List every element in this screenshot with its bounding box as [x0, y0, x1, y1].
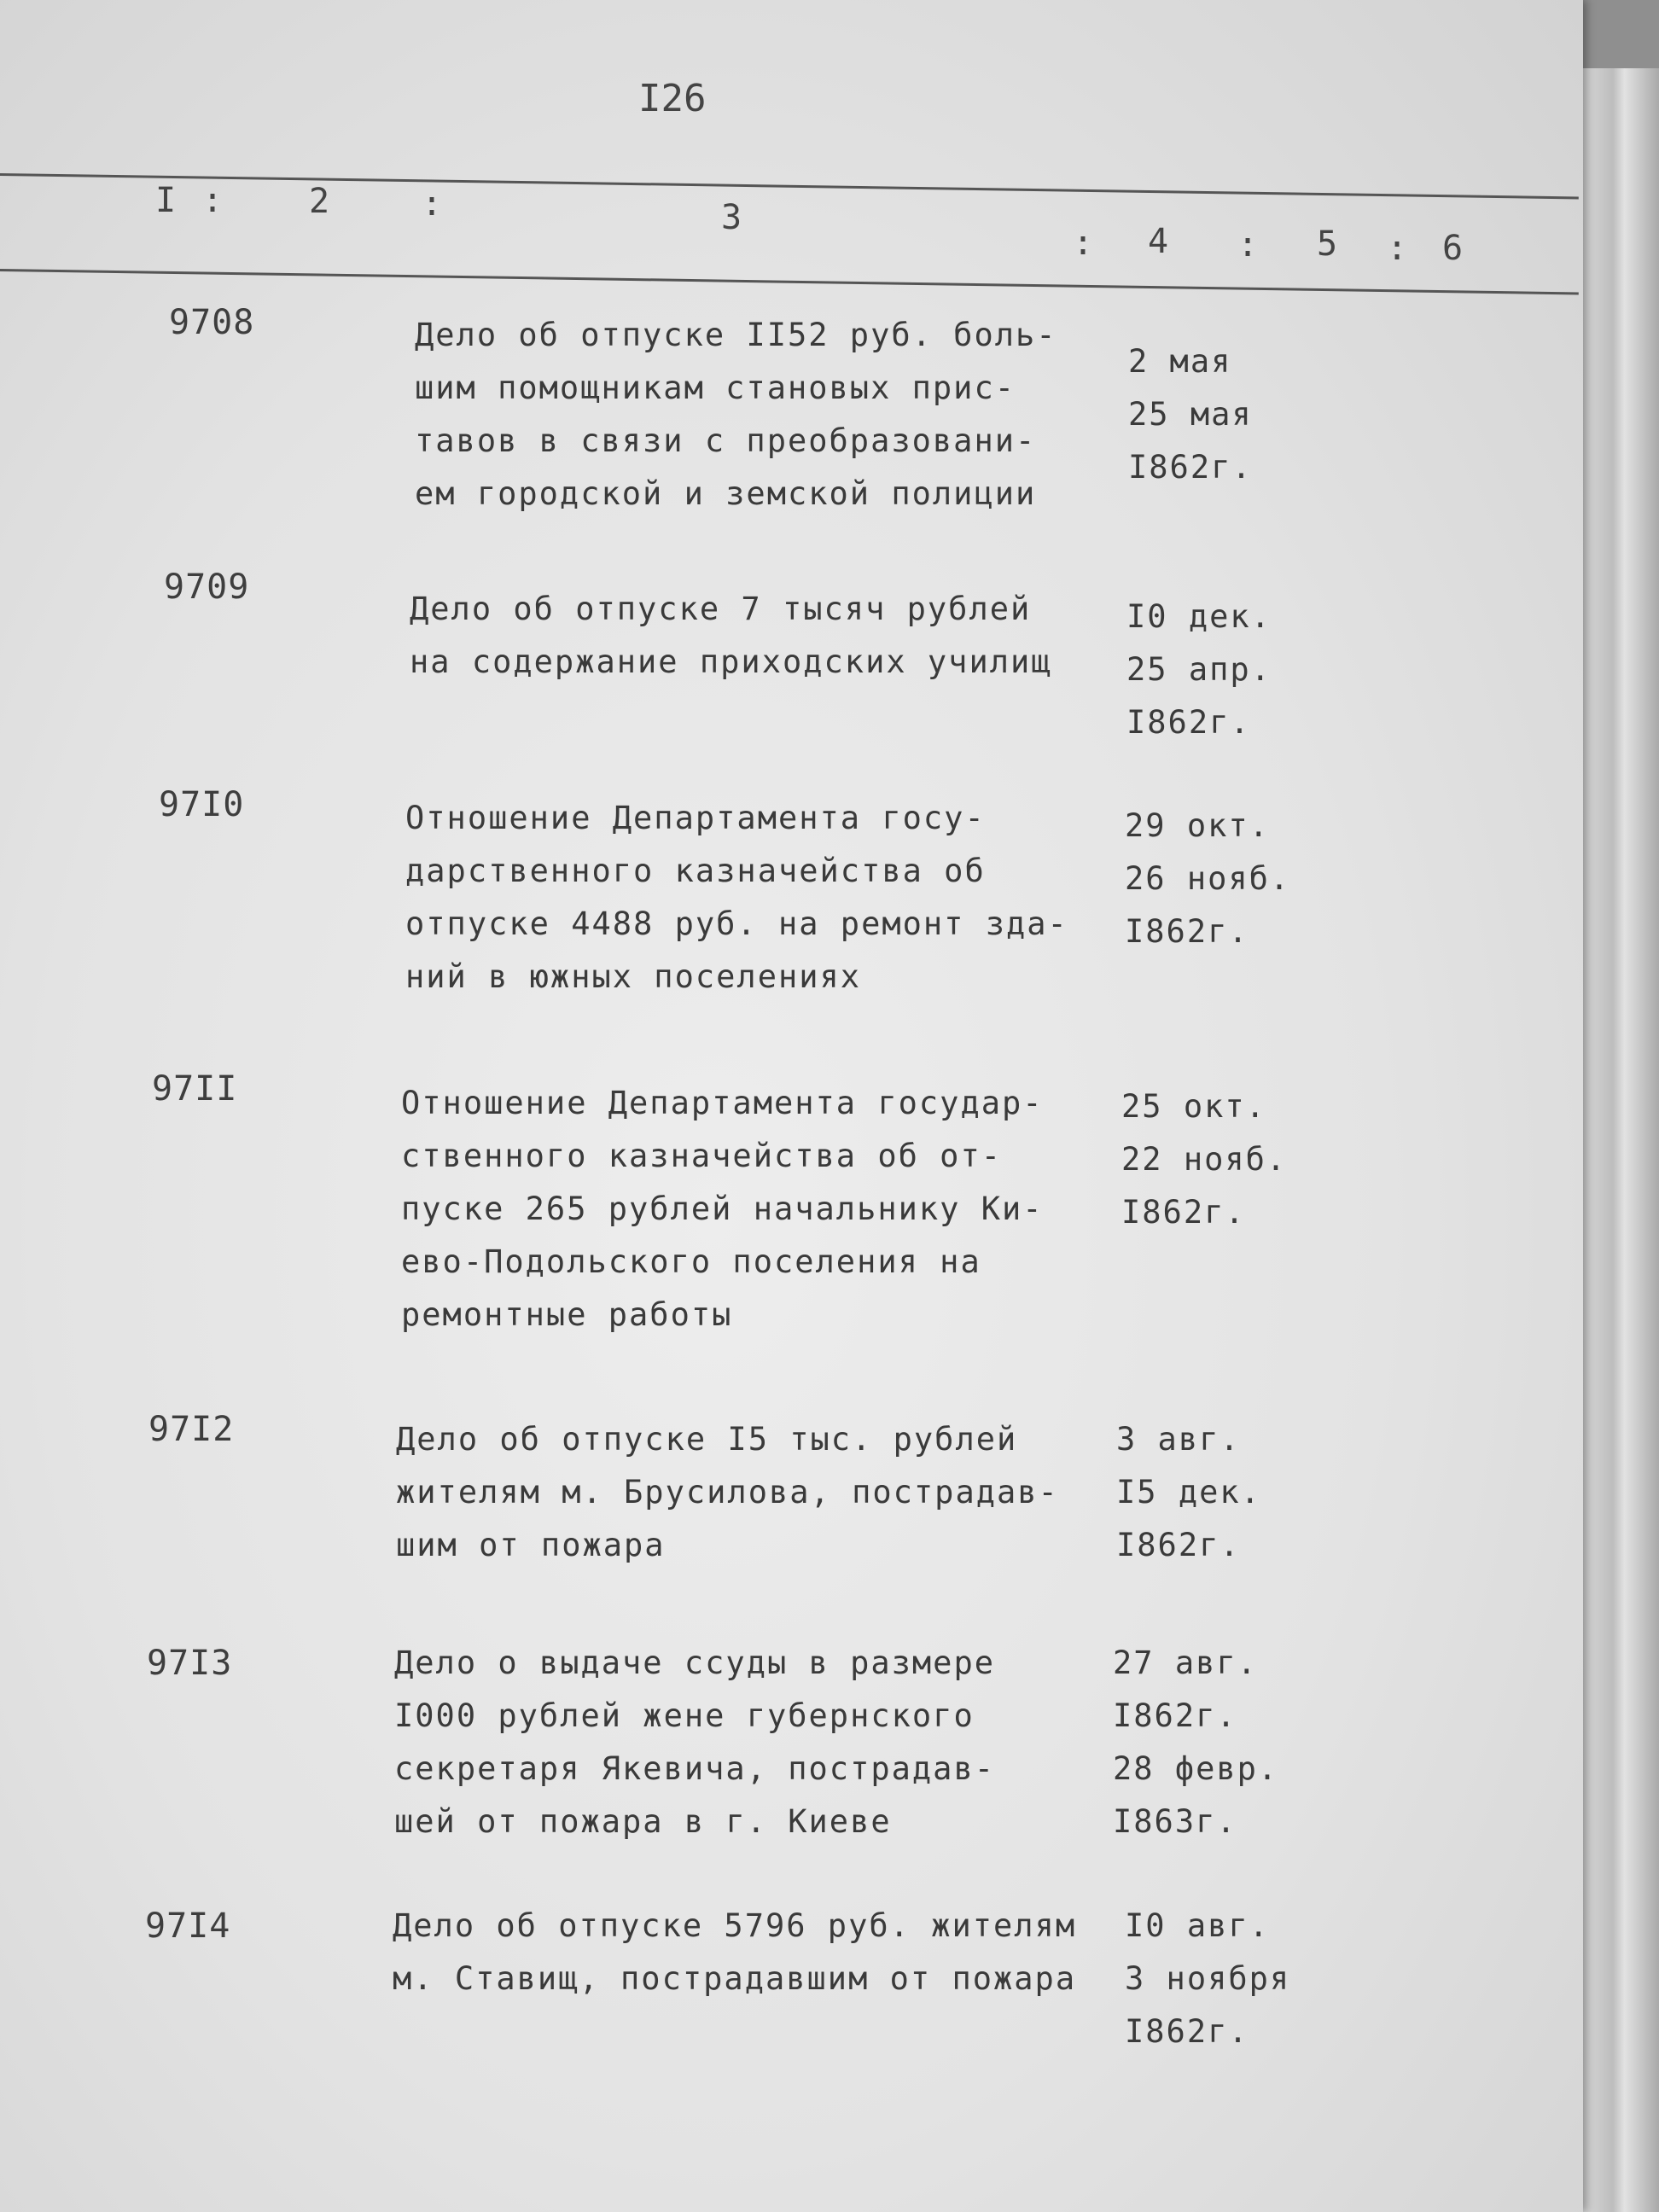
entry-line: Дело об отпуске 5796 руб. жителям — [393, 1907, 1077, 1944]
entry-date: I862г. — [1125, 2013, 1249, 2050]
entry-line: на содержание приходских училищ — [410, 643, 1052, 680]
entry-line: отпуске 4488 руб. на ремонт зда- — [405, 905, 1068, 942]
entry-date: I0 авг. — [1125, 1907, 1270, 1944]
entry-line: Дело о выдаче ссуды в размере — [394, 1644, 996, 1681]
entry-date: 25 мая — [1128, 396, 1253, 433]
column-separator: : — [1237, 225, 1259, 265]
entry-dates — [1126, 591, 1272, 749]
page-stack-edge — [1582, 68, 1659, 2212]
entry-line: м. Ставищ, пострадавшим от пожара — [393, 1960, 1077, 1997]
column-header-5: 5 — [1317, 224, 1338, 264]
entry-date: I862г. — [1126, 704, 1251, 741]
entry-number: 97I3 — [147, 1644, 233, 1683]
entry-date: 29 окт. — [1125, 807, 1270, 844]
entry-date: 2 мая — [1128, 343, 1232, 380]
column-header-4: 4 — [1148, 222, 1169, 261]
entry-dates — [1125, 1900, 1290, 2058]
entry-dates — [1116, 1413, 1261, 1572]
column-separator: : — [1387, 229, 1408, 268]
entry-line: тавов в связи с преобразовани- — [415, 422, 1037, 459]
entry-line: ем городской и земской полиции — [415, 475, 1037, 512]
entry-date: 25 окт. — [1121, 1088, 1266, 1125]
entry-date: I862г. — [1128, 449, 1253, 486]
entry-description — [396, 1413, 1113, 1572]
entry-date: 28 февр. — [1113, 1750, 1279, 1787]
entry-date: 22 нояб. — [1121, 1141, 1288, 1178]
entry-number: 9709 — [164, 568, 250, 607]
entry-date: I862г. — [1116, 1527, 1241, 1563]
entry-line: Дело об отпуске 7 тысяч рублей — [410, 591, 1032, 627]
entry-line: шим от пожара — [396, 1527, 666, 1563]
column-separator: : — [1073, 224, 1094, 263]
entry-date: 26 нояб. — [1125, 860, 1291, 897]
entry-line: секретаря Якевича, пострадав- — [394, 1750, 996, 1787]
column-header-1: I — [155, 181, 177, 220]
entry-line: Отношение Департамента госу- — [405, 800, 986, 836]
entry-dates — [1113, 1637, 1278, 1848]
entry-line: пуске 265 рублей начальнику Ки- — [401, 1190, 1044, 1227]
entry-date: I0 дек. — [1126, 598, 1272, 635]
entry-date: 3 ноября — [1125, 1960, 1291, 1997]
entry-description — [393, 1900, 1109, 2005]
entry-number: 97I2 — [148, 1410, 235, 1449]
entry-date: I862г. — [1121, 1194, 1246, 1231]
entry-number: 97I4 — [145, 1906, 231, 1946]
entry-number: 97I0 — [159, 785, 245, 824]
entry-description — [405, 792, 1122, 1004]
entry-number: 9708 — [169, 303, 255, 342]
column-header-2: 2 — [309, 182, 330, 221]
entry-line: ственного казначейства об от- — [401, 1138, 1003, 1174]
column-header-3: 3 — [721, 198, 742, 237]
column-separator: : — [202, 181, 224, 220]
entry-line: жителям м. Брусилова, пострадав- — [396, 1474, 1059, 1511]
entry-number: 97II — [152, 1069, 238, 1109]
entry-line: ремонтные работы — [401, 1296, 733, 1333]
entry-line: шей от пожара в г. Киеве — [394, 1803, 892, 1840]
entry-line: ево-Подольского поселения на — [401, 1243, 981, 1280]
entry-date: I862г. — [1125, 913, 1249, 950]
entry-line: Дело об отпуске II52 руб. боль- — [415, 317, 1057, 353]
page-number: I26 — [638, 77, 707, 120]
entry-line: дарственного казначейства об — [405, 853, 986, 889]
entry-line: Дело об отпуске I5 тыс. рублей — [396, 1421, 1018, 1458]
entry-description — [415, 309, 1132, 521]
entry-date: I863г. — [1113, 1803, 1237, 1840]
entry-date: 27 авг. — [1113, 1644, 1258, 1681]
entry-line: Отношение Департамента государ- — [401, 1085, 1044, 1121]
entry-description — [394, 1637, 1111, 1848]
entry-description — [410, 583, 1126, 689]
column-separator: : — [422, 184, 443, 224]
entry-dates — [1125, 800, 1290, 958]
entry-date: 3 авг. — [1116, 1421, 1241, 1458]
entry-description — [401, 1077, 1118, 1342]
entry-date: I862г. — [1113, 1697, 1237, 1734]
header-rule-bottom — [0, 269, 1579, 294]
entry-date: I5 дек. — [1116, 1474, 1261, 1511]
entry-line: шим помощникам становых прис- — [415, 370, 1016, 406]
entry-dates — [1121, 1080, 1287, 1239]
column-header-6: 6 — [1442, 229, 1464, 268]
entry-line: ний в южных поселениях — [405, 958, 862, 995]
entry-date: 25 апр. — [1126, 651, 1272, 688]
entry-dates — [1128, 335, 1253, 494]
entry-line: I000 рублей жене губернского — [394, 1697, 975, 1734]
header-rule-top — [0, 173, 1579, 199]
